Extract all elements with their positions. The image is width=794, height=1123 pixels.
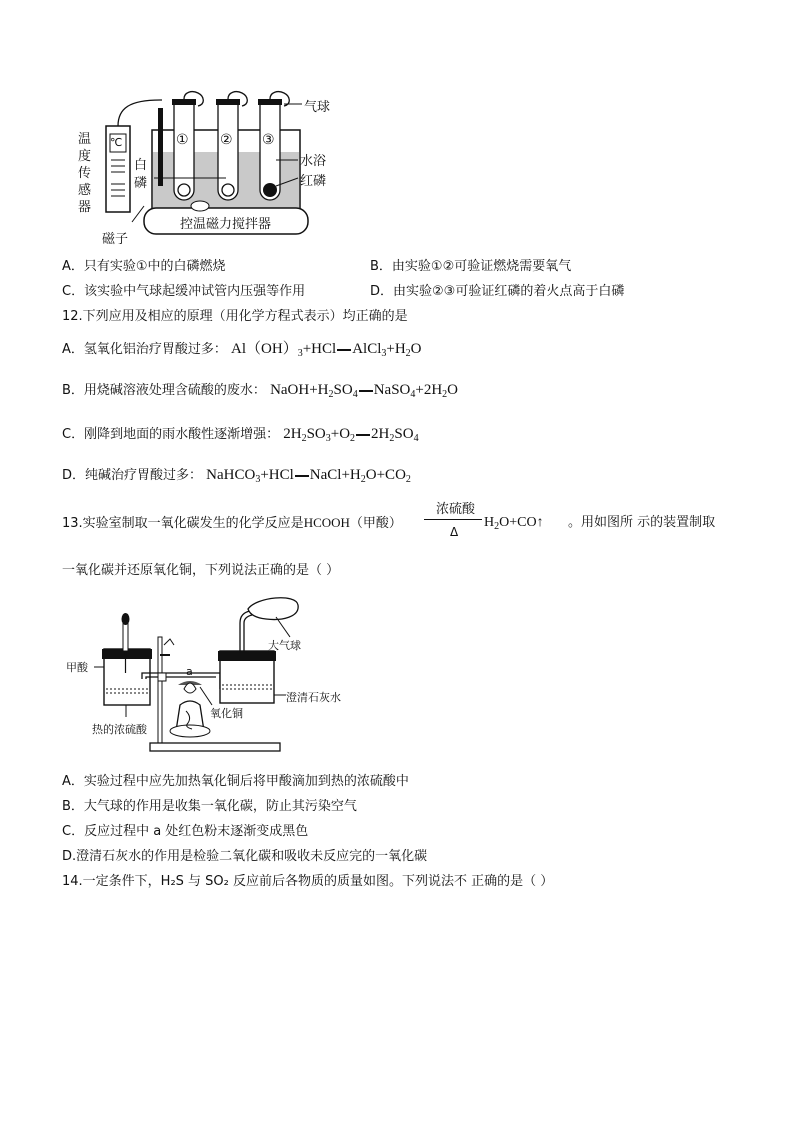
temp-unit-label: ℃ (110, 136, 123, 149)
balloon-label: 气球 (304, 100, 331, 115)
tube-label-1: ① (176, 132, 189, 148)
q13-products-formula: $H_2O+CO↑$ (484, 515, 544, 532)
q13-option-c: C．反应过程中 a 处红色粉末逐渐变成黑色 (62, 824, 309, 839)
q12-option-c-equation: $2H_2SO_3+O_2$ $2H_2SO_4$ (283, 426, 419, 444)
sensor-label-4: 感 (78, 183, 92, 198)
hot-acid-label: 热的浓硫酸 (92, 723, 147, 736)
q13-formic-formula: HCOOH（甲酸） (303, 515, 402, 530)
q12-option-d-text: D．纯碱治疗胃酸过多： (62, 468, 203, 483)
q12-option-a-equation: $Al(OH)_3+HCl$ $AlCl_3+H_2O$ (231, 341, 422, 359)
sensor-label-5: 器 (78, 200, 92, 215)
q12-stem: 12.下列应用及相应的原理（用化学方程式表示）均正确的是 (62, 309, 408, 324)
q11-option-d: D．由实验②③可验证红磷的着火点高于白磷 (370, 284, 625, 299)
white-p-label-2: 磷 (134, 176, 148, 191)
q13-condition-top: 浓硫酸 (436, 502, 476, 517)
tube-label-2: ② (220, 132, 233, 148)
sensor-label-1: 温 (78, 132, 92, 147)
q11-option-c: C．该实验中气球起缓冲试管内压强等作用 (62, 284, 306, 299)
q13-reaction-condition (424, 498, 484, 542)
q12-option-b-text: B．用烧碱溶液处理含硫酸的废水： (62, 383, 266, 398)
q11-option-a: A．只有实验①中的白磷燃烧 (62, 259, 226, 274)
point-a-label: a (186, 665, 193, 678)
q13-stem-part1: 13.实验室制取一氧化碳发生的化学反应是 (62, 516, 304, 531)
q12-option-a (62, 340, 422, 359)
q12-option-b (62, 381, 458, 400)
magnet-label: 磁子 (102, 232, 129, 247)
q12-option-c (62, 425, 419, 444)
water-bath-label: 水浴 (300, 154, 327, 169)
sensor-label-2: 度 (78, 149, 92, 164)
q13-option-d: D.澄清石灰水的作用是检验二氧化碳和吸收未反应完的一氧化碳 (62, 849, 428, 864)
q13-condition-bottom: Δ (450, 525, 459, 539)
q13-condition-bar (424, 519, 482, 520)
stirrer-label: 控温磁力搅拌器 (180, 217, 272, 232)
q12-option-d (62, 466, 411, 485)
q13-option-a: A．实验过程中应先加热氧化铜后将甲酸滴加到热的浓硫酸中 (62, 774, 409, 789)
q12-option-a-text: A．氢氧化铝治疗胃酸过多： (62, 342, 227, 357)
copper-oxide-label: 氧化铜 (210, 707, 243, 720)
white-p-label-1: 白 (134, 158, 148, 173)
q13-stem-part2: 。用如图所 示的装置制取 (568, 515, 716, 530)
q13-stem-line2: 一氧化碳并还原氧化铜，下列说法正确的是（ ） (62, 563, 340, 578)
tube-label-3: ③ (262, 132, 275, 148)
combustion-apparatus-figure (70, 90, 350, 250)
big-balloon-label: 大气球 (268, 639, 301, 652)
q11-option-b: B．由实验①②可验证燃烧需要氧气 (370, 259, 572, 274)
q13-option-b: B．大气球的作用是收集一氧化碳，防止其污染空气 (62, 799, 357, 814)
q12-option-d-equation: NaHCO$_3$+HCl $NaCl+H_2O+CO_2$ (206, 467, 411, 485)
formic-acid-label: 甲酸 (66, 661, 88, 674)
q12-option-c-text: C．刚降到地面的雨水酸性逐渐增强： (62, 427, 280, 442)
co-reduction-apparatus-drawing (60, 593, 360, 763)
q13-stem-line1 (62, 514, 402, 533)
limewater-label: 澄清石灰水 (286, 691, 341, 704)
q14-stem: 14.一定条件下，H₂S 与 SO₂ 反应前后各物质的质量如图。下列说法不 正确的是（ ） (62, 874, 554, 889)
red-p-label: 红磷 (300, 174, 327, 189)
q12-option-b-equation: $NaOH+H_2SO_4$ $NaSO_4+2H_2O$ (270, 382, 459, 400)
co-reduction-apparatus-figure (60, 593, 360, 763)
sensor-label-3: 传 (78, 166, 92, 181)
q13-products (484, 514, 544, 532)
